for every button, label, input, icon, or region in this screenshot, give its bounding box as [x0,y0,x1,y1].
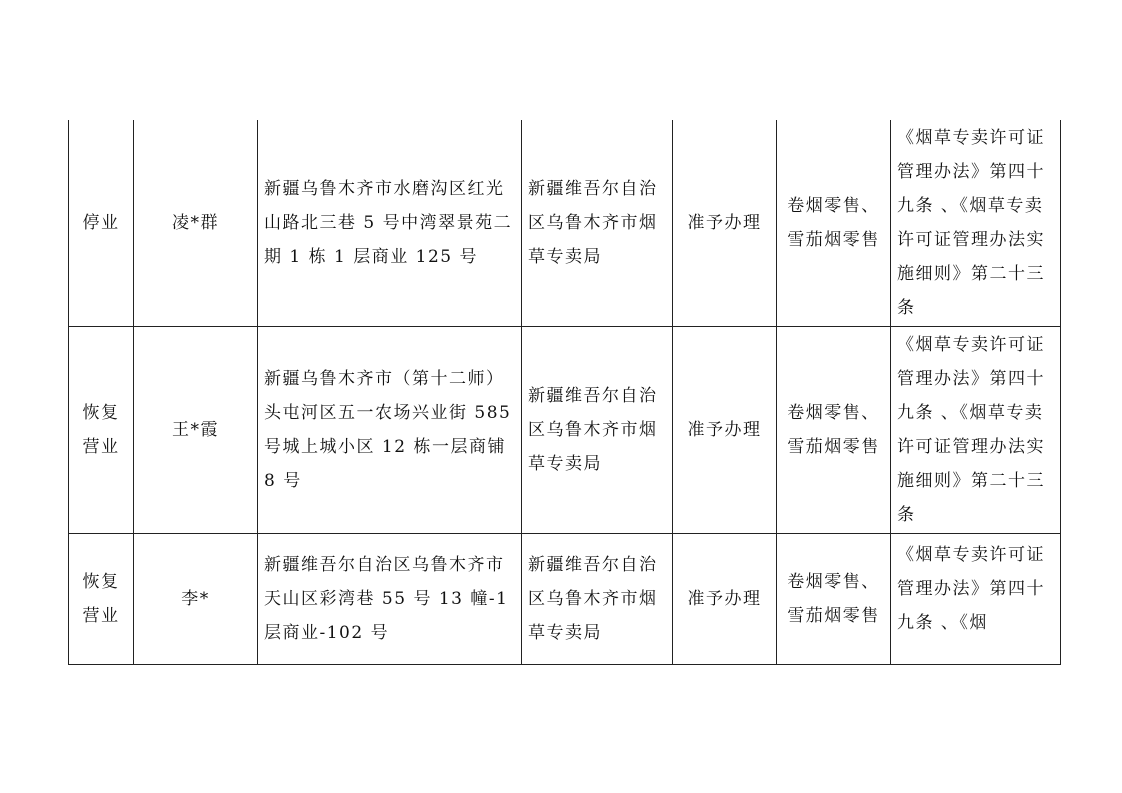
authority-cell: 新疆维吾尔自治区乌鲁木齐市烟草专卖局 [522,120,673,327]
scope-cell: 卷烟零售、雪茄烟零售 [777,120,891,327]
decision-cell: 准予办理 [673,120,777,327]
decision-cell: 准予办理 [673,534,777,665]
address-cell: 新疆乌鲁木齐市（第十二师）头屯河区五一农场兴业街 585 号城上城小区 12 栋一层商铺 8 号 [258,327,522,534]
decision-cell: 准予办理 [673,327,777,534]
address-cell: 新疆乌鲁木齐市水磨沟区红光山路北三巷 5 号中湾翠景苑二期 1 栋 1 层商业 125 号 [258,120,522,327]
scope-cell: 卷烟零售、雪茄烟零售 [777,327,891,534]
name-cell: 凌*群 [134,120,258,327]
basis-cell: 《烟草专卖许可证管理办法》第四十九条 、《烟草专卖许可证管理办法实施细则》第二十三条 [891,327,1061,534]
table-row [69,534,1061,665]
name-cell: 李* [134,534,258,665]
name-cell: 王*霞 [134,327,258,534]
license-table [68,120,1061,665]
status-cell: 停业 [69,120,134,327]
table-row [69,327,1061,534]
table-row [69,120,1061,327]
basis-cell: 《烟草专卖许可证管理办法》第四十九条 、《烟草专卖许可证管理办法实施细则》第二十三条 [891,120,1061,327]
status-cell: 恢复营业 [69,534,134,665]
status-cell: 恢复营业 [69,327,134,534]
authority-cell: 新疆维吾尔自治区乌鲁木齐市烟草专卖局 [522,327,673,534]
scope-cell: 卷烟零售、雪茄烟零售 [777,534,891,665]
address-cell: 新疆维吾尔自治区乌鲁木齐市天山区彩湾巷 55 号 13 幢-1 层商业-102 号 [258,534,522,665]
basis-cell: 《烟草专卖许可证管理办法》第四十九条 、《烟 [891,534,1061,665]
authority-cell: 新疆维吾尔自治区乌鲁木齐市烟草专卖局 [522,534,673,665]
